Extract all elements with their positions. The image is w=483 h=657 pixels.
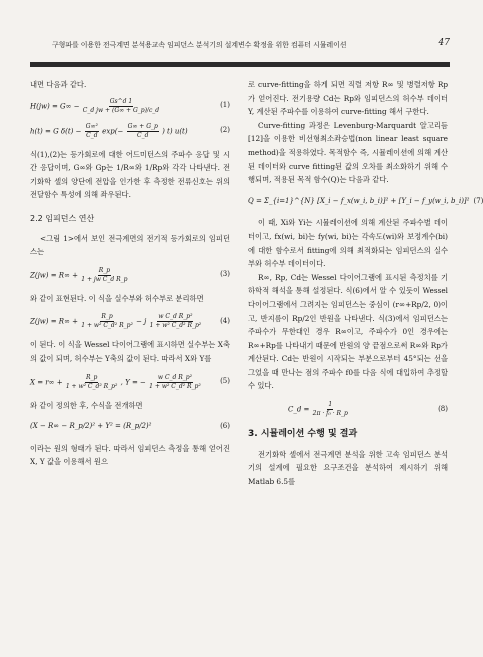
equation-6: [30, 420, 230, 434]
header-rule: [30, 62, 450, 67]
eq6-tag: (6): [220, 422, 230, 431]
eq1-fraction: [83, 98, 159, 115]
right-paragraph-2: Curve-fitting 과정은 Levenburg-Marquardt 알고리듬[12]을 이용한 비선형최소좌승법(non linear least square method)을 적용하였다. 목적함수 즉, 시뮬레이션에 의해 계산된 데이터와 curve fitting된 값의 오차를 최소화하기 위해 수행되며, 적용된 목적 함수(Q)는 다음과 같다.: [248, 120, 448, 185]
eq5-fraction-2: [149, 374, 201, 391]
section-3-heading: 3. 시뮬레이션 수행 및 결과: [248, 429, 358, 440]
section-2-2-heading: 2.2 임피던스 연산: [30, 213, 95, 223]
equation-8: [248, 401, 448, 418]
left-paragraph-6: 이라는 원의 형태가 된다. 따라서 임피던스 측정을 통해 얻어진 X, Y 값을 이용해서 원으: [30, 443, 230, 467]
eq8-den: 2π · f₀ · R_p: [312, 410, 348, 418]
eq1-den: C_d jw + (G∞ + G_p)/c_d: [82, 106, 160, 114]
eq5-fraction-1: [66, 374, 118, 391]
eq3-fraction: [81, 267, 127, 284]
intro-text: 내면 다음과 같다.: [30, 80, 87, 89]
equation-3: [30, 267, 230, 284]
eq4-tag: (4): [220, 317, 230, 326]
eq2-fraction-2: [127, 123, 159, 140]
eq5-f2-den: 1 + w² C_d² R_p²: [149, 382, 201, 390]
eq7-tag: (7): [473, 196, 483, 205]
running-header-title: 구형파를 이용한 전극계면 분석용교속 임피던스 분석기의 설계변수 확정을 위한 컴퓨터 시뮬레이션: [52, 41, 347, 49]
eq3-num: R_p: [98, 266, 111, 274]
eq2-fraction-1: [85, 123, 99, 140]
running-header: [0, 0, 480, 62]
eq2-tag: (2): [220, 126, 230, 135]
left-paragraph-2: <그림 1>에서 보인 전극계면의 전기적 등가회로의 임피던스는: [30, 233, 230, 257]
left-column: [30, 78, 230, 469]
equation-2: [30, 123, 230, 140]
eq2-f1-num: G∞²: [85, 122, 98, 130]
right-paragraph-3: 이 때, Xi와 Yi는 시뮬레이션에 의해 계산된 주파수별 데이터이고, fx(wi, bi)는 fy(wi, bi)는 각속도(wi)와 보정계수(bi)에 대한 함수로서 fitting에 의해 최적화되는 임피던스의 실수부와 허수부 데이터이다.: [248, 218, 448, 269]
eq1-num: Gs^d 1: [109, 97, 133, 105]
right-paragraph-5: 전기화학 셀에서 전극계면 분석을 위한 고속 임피던스 분석기의 설계에 필요한 요구조건을 분석하여 제시하기 위해 Matlab 6.5를: [248, 449, 448, 486]
eq8-fraction: [313, 401, 348, 418]
right-paragraph-1: 로 curve-fitting을 하게 되면 직렬 저항 R∞ 및 병렬저항 Rp가 얻어진다. 전기용량 Cd는 Rp와 임피던스의 허수부 데이터 Y, 계산된 주파수를 이용하여 curve-fitting 해서 구한다.: [248, 80, 448, 117]
right-column: [248, 78, 483, 488]
eq4-f2-den: 1 + w² C_d² R_p²: [149, 322, 202, 330]
page-number: 47: [438, 38, 450, 48]
eq4-mid: − j: [136, 317, 147, 326]
eq1-tag: (1): [220, 101, 230, 110]
eq4-f1-den: 1 + w² C_d² R_p²: [81, 322, 133, 330]
eq5-mid: , Y = −: [120, 378, 146, 387]
eq2-f1-den: C_d: [86, 131, 98, 139]
eq2-rhs: ) t) u(t): [162, 127, 188, 136]
eq5-tag: (5): [220, 377, 230, 386]
eq5-lhs: X = r∞ +: [30, 378, 63, 387]
right-paragraph-4: R∞, Rp, Cd는 Wessel 다이어그램에 표시된 측정치를 기하학적 해석을 통해 설정된다. 식(6)에서 알 수 있듯이 Wessel 다이어그램에서 그려지는 임피던스는 중심이 (r∞+Rp/2, 0)이고, 반지름이 Rp/2인 반원을 나타낸다. 식(3)에서 임피던스는 주파수가 무한대인 경우 R∞이고, 주파수가 0인 경우에는 R∞+Rp를 나타내기 때문에 반원의 양 끝점으로써 R∞와 Rp가 계산된다. Cd는 반원이 시작되는 부분으로부터 45°되는 선을 그었을 때 만나는 점의 주파수 f0를 다음 식에 대입하여 추정할 수 있다.: [248, 272, 448, 391]
eq6-body: (X − R∞ − R_p/2)² + Y² = (R_p/2)²: [30, 422, 152, 431]
equation-1: [30, 98, 230, 115]
left-paragraph-3: 와 같이 표현된다. 이 식을 실수부와 허수부로 분리하면: [30, 293, 204, 303]
eq2-f2-num: G∞ + G_p: [127, 122, 158, 130]
left-paragraph-1: 식(1),(2)는 등가회로에 대한 어드미턴스의 주파수 응답 및 시간 응답이며, G∞와 Gp는 1/R∞와 1/Rp와 각각 나타낸다. 전기화학 셀의 양단에 전압을 인가한 후 측정한 전류신호는 위의 전달함수 특성에 의해 좌우된다.: [30, 149, 230, 200]
eq7-body: Q = Σ_{i=1}^{N} [X_i − f_x(w_i, b_i)]² + [Y_i − f_y(w_i, b_i)]²: [248, 196, 470, 205]
eq5-f2-num: w C_d R_p²: [157, 373, 193, 381]
equation-4: [30, 313, 230, 330]
eq4-lhs: Z(jw) = R∞ +: [30, 317, 78, 326]
eq4-f1-num: R_p: [101, 313, 113, 321]
equation-7: [248, 195, 483, 209]
eq2-lhs: h(t) = G δ(t) −: [30, 127, 82, 136]
eq1-lhs: H(jw) = G∞ −: [30, 102, 80, 111]
left-paragraph-5: 와 같이 정의한 후, 수식을 전개하면: [30, 400, 143, 410]
eq2-mid: exp(−: [102, 127, 124, 136]
eq4-f2-num: w C_d R_p²: [158, 313, 193, 321]
eq5-f1-den: 1 + w² C_d² R_p²: [65, 382, 118, 390]
eq2-f2-den: C_d: [137, 131, 149, 139]
eq3-den: 1 + jw C_d R_p: [81, 275, 128, 283]
eq4-fraction-1: [81, 313, 133, 330]
equation-5: [30, 374, 230, 391]
eq5-f1-num: R_p: [85, 373, 98, 381]
eq8-lhs: C_d =: [288, 405, 310, 414]
eq8-num: 1: [328, 401, 333, 409]
left-paragraph-4: 이 된다. 이 식을 Wessel 다이어그램에 표시하면 실수부는 X축의 값이 되며, 허수부는 Y축의 값이 된다. 따라서 X와 Y를: [30, 340, 230, 363]
eq3-tag: (3): [220, 270, 230, 279]
eq4-fraction-2: [150, 313, 202, 330]
eq8-tag: (8): [438, 404, 448, 413]
eq3-lhs: Z(jw) = R∞ +: [30, 271, 78, 280]
